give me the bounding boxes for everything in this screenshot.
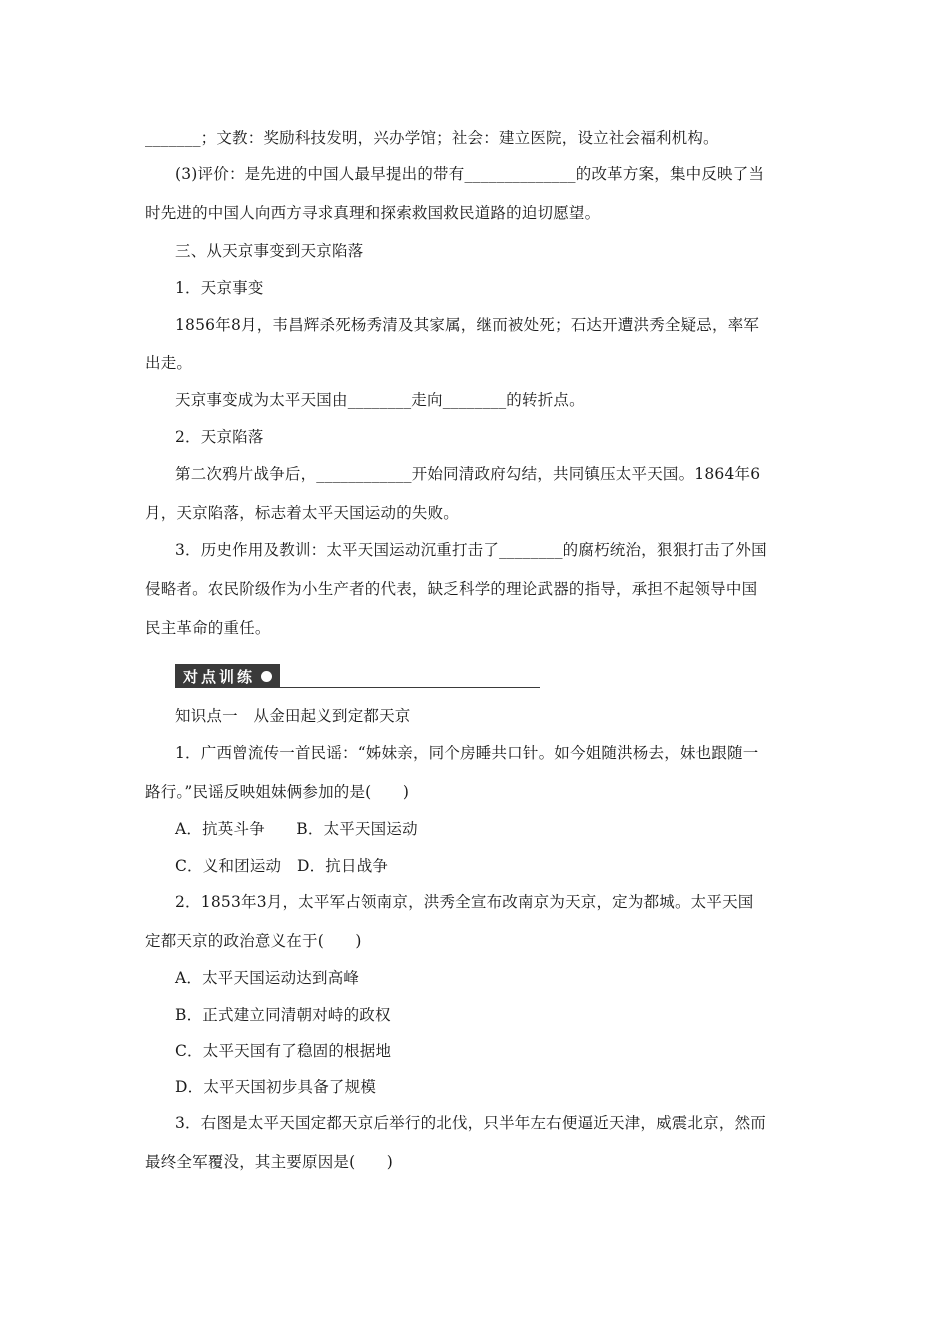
section-heading: 三、从天京事变到天京陷落 [175, 242, 364, 260]
question-line: 路行。”民谣反映姐妹俩参加的是( ) [145, 783, 410, 801]
knowledge-point-heading: 知识点一 从金田起义到定都天京 [175, 707, 411, 725]
text-line: 1856年8月，韦昌辉杀死杨秀清及其家属，继而被处死；石达开遭洪秀全疑忌，率军 [175, 316, 760, 334]
text-line: 侵略者。农民阶级作为小生产者的代表，缺乏科学的理论武器的指导，承担不起领导中国 [145, 580, 758, 598]
question-line: 定都天京的政治意义在于( ) [145, 932, 362, 950]
text-line: 月，天京陷落，标志着太平天国运动的失败。 [145, 504, 460, 522]
answer-option: C．义和团运动 D．抗日战争 [175, 857, 389, 875]
subsection-heading: 1．天京事变 [175, 279, 264, 297]
question-line: 2．1853年3月，太平军占领南京，洪秀全宣布改南京为天京，定为都城。太平天国 [175, 893, 754, 911]
text-line: 出走。 [145, 354, 193, 372]
section-badge-box [175, 664, 280, 688]
answer-option: D．太平天国初步具备了规模 [175, 1078, 377, 1096]
section-badge [175, 662, 540, 690]
text-line: 天京事变成为太平天国由________走向________的转折点。 [175, 391, 585, 409]
text-line: 3．历史作用及教训：太平天国运动沉重打击了________的腐朽统治，狠狠打击了外国 [175, 541, 767, 559]
subsection-heading: 2．天京陷落 [175, 428, 264, 446]
text-line: 第二次鸦片战争后，____________开始同清政府勾结，共同镇压太平天国。1864年6 [175, 465, 761, 483]
bullet-dot-icon [261, 671, 272, 682]
text-line: 民主革命的重任。 [145, 619, 271, 637]
section-badge-label: 对点训练 [183, 667, 256, 686]
question-line: 最终全军覆没，其主要原因是( ) [145, 1153, 393, 1171]
text-line: (3)评价：是先进的中国人最早提出的带有______________的改革方案，集中反映了当 [175, 165, 765, 183]
answer-option: C．太平天国有了稳固的根据地 [175, 1042, 392, 1060]
answer-option: B．正式建立同清朝对峙的政权 [175, 1006, 391, 1024]
answer-option: A．抗英斗争 B．太平天国运动 [175, 820, 418, 838]
question-line: 3．右图是太平天国定都天京后举行的北伐，只半年左右便逼近天津，威震北京，然而 [175, 1114, 766, 1132]
answer-option: A．太平天国运动达到高峰 [175, 969, 360, 987]
text-line: _______；文教：奖励科技发明，兴办学馆；社会：建立医院，设立社会福利机构。 [145, 129, 719, 147]
text-line: 时先进的中国人向西方寻求真理和探索救国救民道路的迫切愿望。 [145, 204, 601, 222]
badge-divider [280, 687, 540, 688]
question-line: 1．广西曾流传一首民谣：“姊妹亲，同个房睡共口针。如今姐随洪杨去，妹也跟随一 [175, 744, 759, 762]
